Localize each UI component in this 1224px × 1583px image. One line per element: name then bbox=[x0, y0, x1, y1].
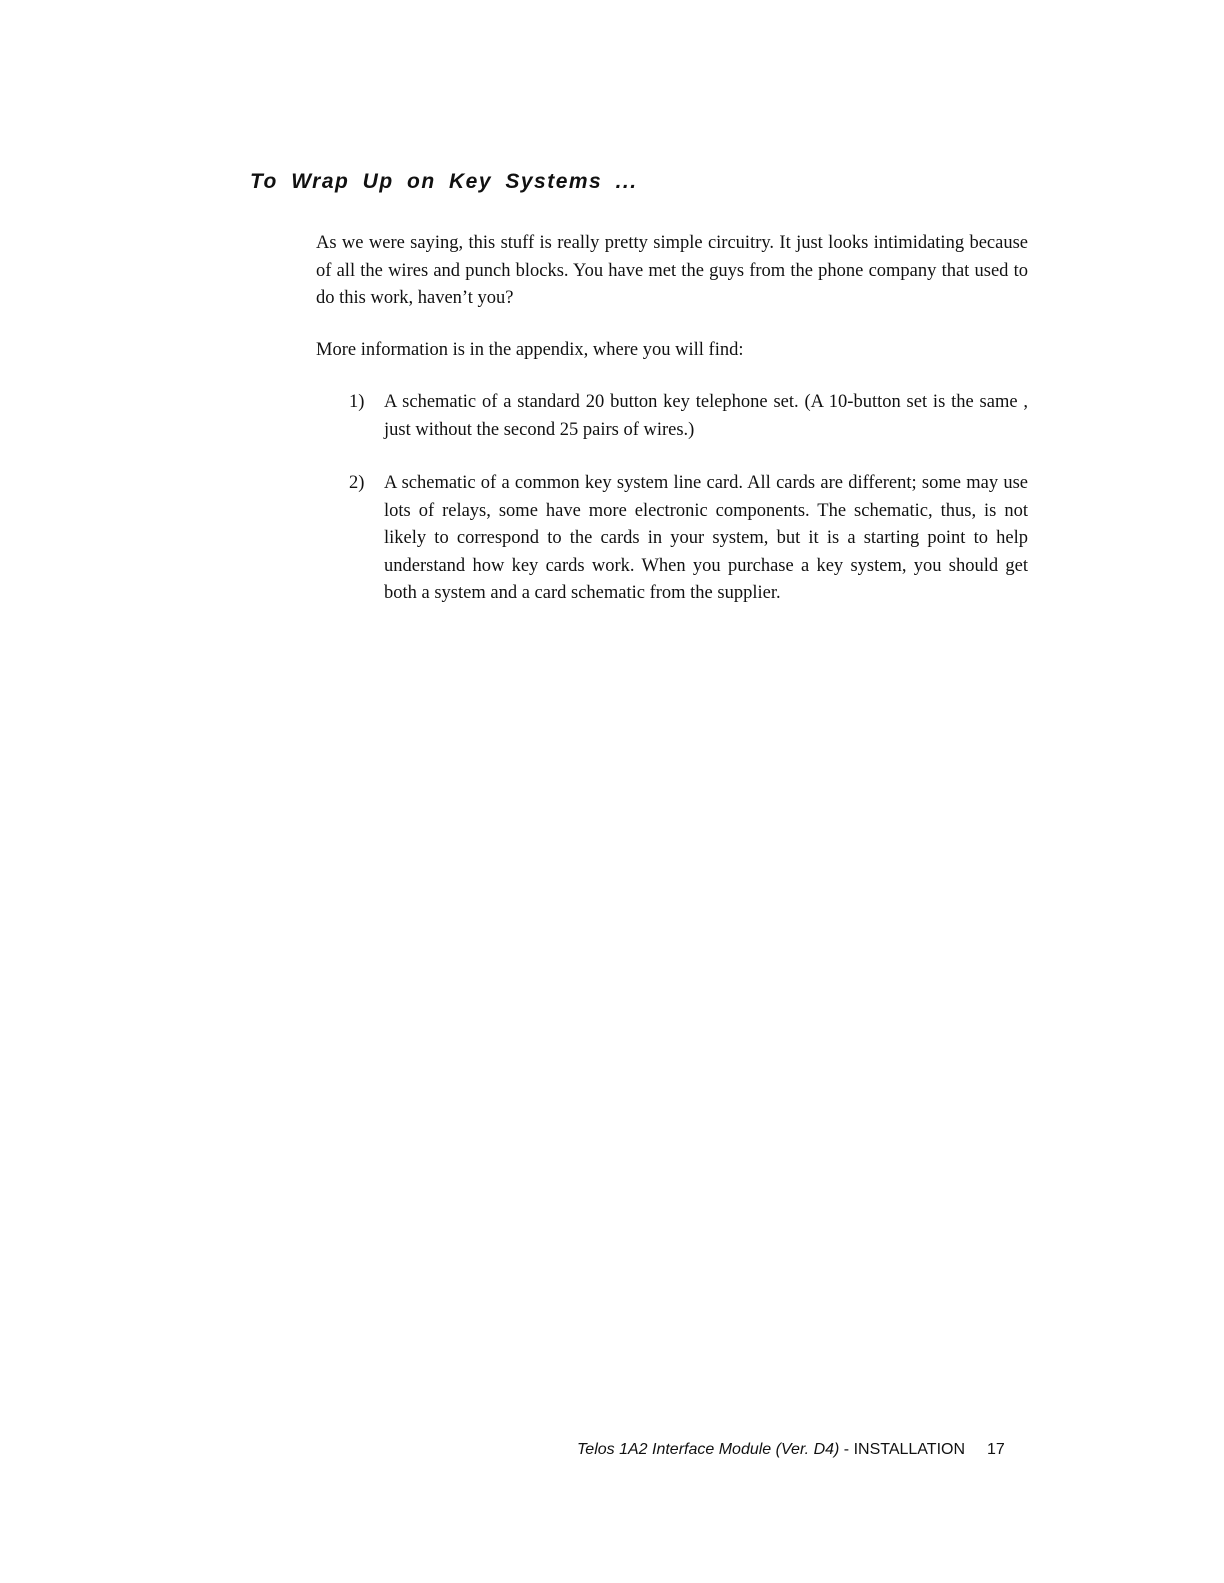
appendix-paragraph: More information is in the appendix, where you will find: bbox=[316, 340, 744, 360]
list-item-number: 1) bbox=[349, 392, 365, 412]
section-heading: To Wrap Up on Key Systems ... bbox=[250, 170, 638, 193]
page-footer bbox=[577, 1441, 1005, 1459]
footer-section: - INSTALLATION bbox=[839, 1441, 966, 1458]
footer-title: Telos 1A2 Interface Module (Ver. D4) bbox=[577, 1441, 840, 1458]
list-item-number: 2) bbox=[349, 473, 365, 493]
page-number: 17 bbox=[987, 1441, 1005, 1458]
list-item bbox=[349, 470, 1028, 608]
list-item-text: A schematic of a standard 20 button key telephone set. (A 10-button set is the same , just without the second 25 pairs of wires.) bbox=[384, 392, 1028, 440]
intro-paragraph: As we were saying, this stuff is really pretty simple circuitry. It just looks intimidating because of all the wires and punch blocks. You have met the guys from the phone company that used to do this work, haven’t you? bbox=[316, 233, 1028, 308]
list-item-text: A schematic of a common key system line card. All cards are different; some may use lots of relays, some have more electronic components. The schematic, thus, is not likely to correspond to the cards in your system, but it is a starting point to help understand how key cards work. When you purchase a key system, you should get both a system and a card schematic from the supplier. bbox=[384, 473, 1028, 603]
list-item bbox=[349, 389, 1028, 444]
